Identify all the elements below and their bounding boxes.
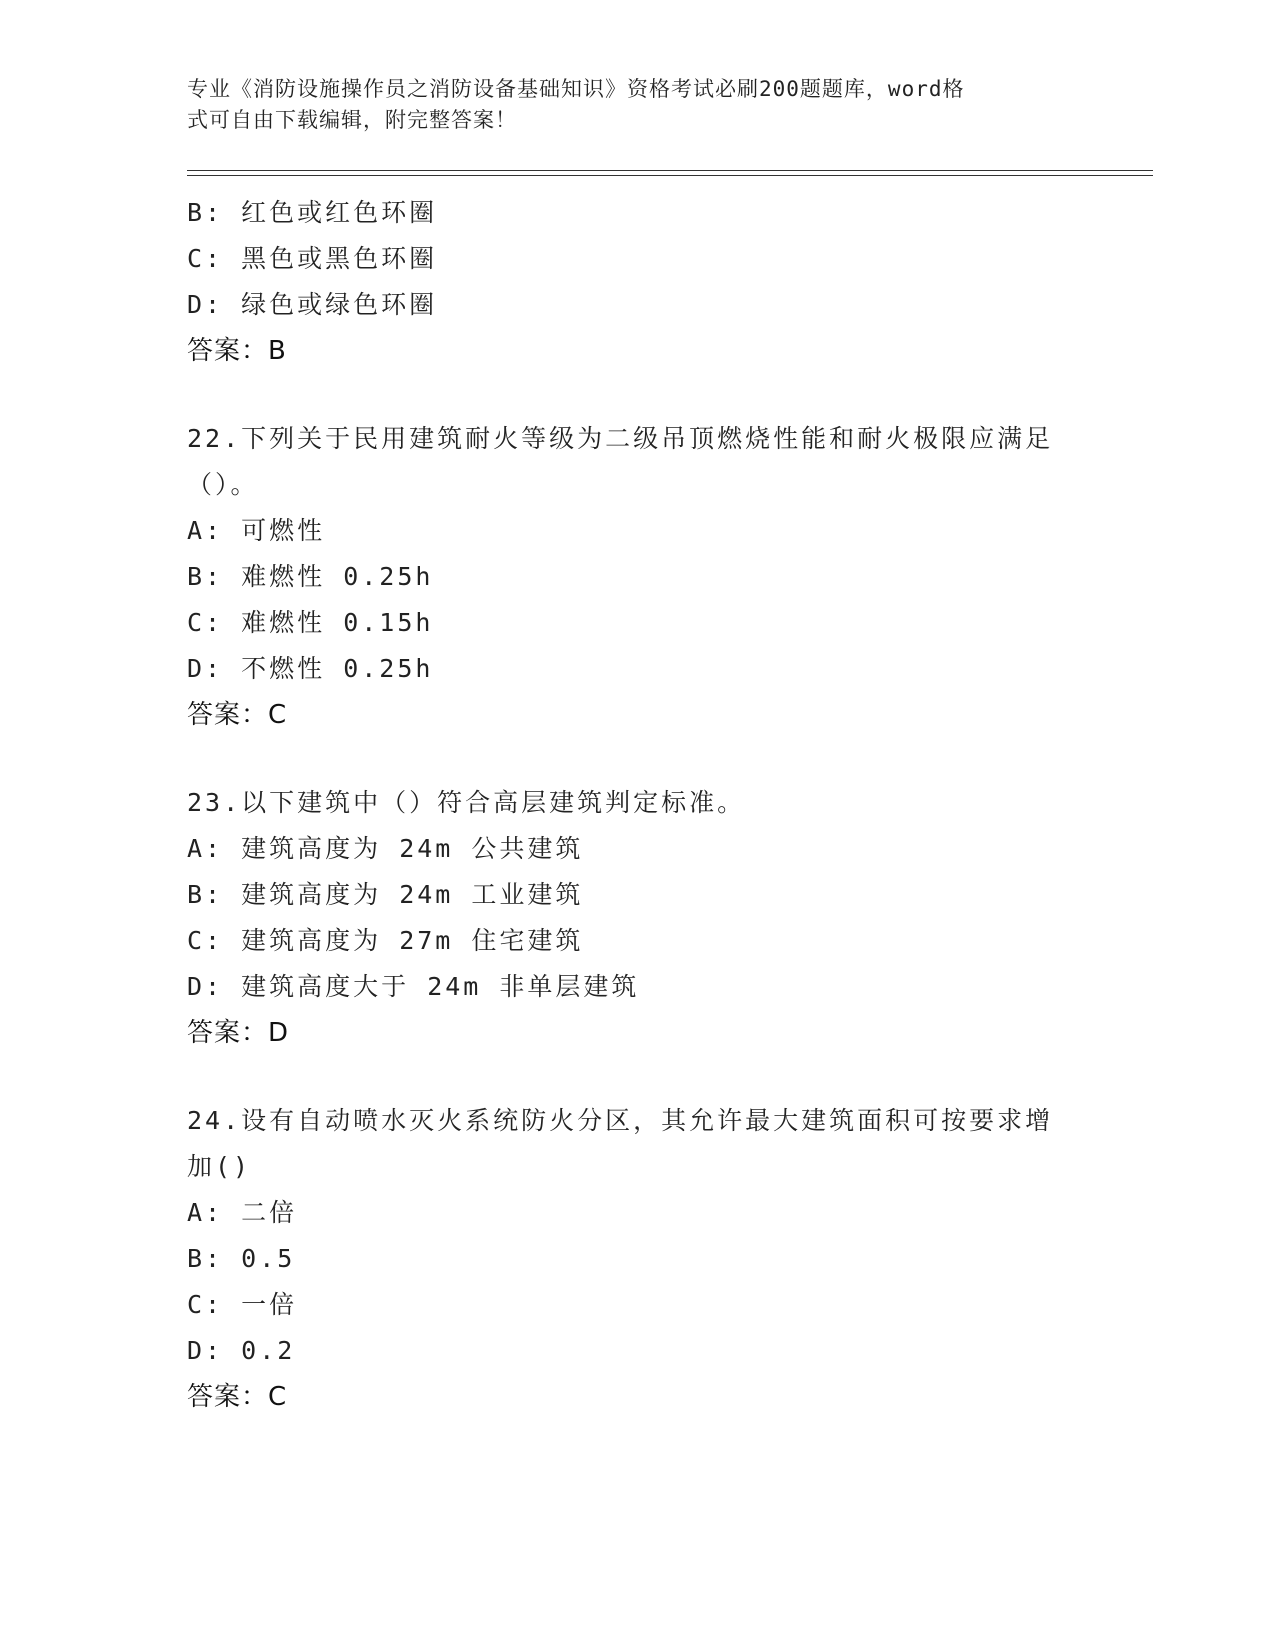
question-stem: 22.下列关于民用建筑耐火等级为二级吊顶燃烧性能和耐火极限应满足: [187, 424, 1054, 453]
option-a: A: 可燃性: [187, 516, 326, 545]
option-d: D: 0.2: [187, 1336, 296, 1365]
question-22: [187, 416, 1087, 738]
option-b: B: 建筑高度为 24m 工业建筑: [187, 880, 584, 909]
option-d: D: 绿色或绿色环圈: [187, 290, 438, 319]
header-divider-bottom: [187, 175, 1153, 176]
header-divider-top: [187, 170, 1153, 171]
header-line-1: 专业《消防设施操作员之消防设备基础知识》资格考试必刷200题题库，word格: [187, 77, 965, 101]
option-b: B: 红色或红色环圈: [187, 198, 438, 227]
question-24: [187, 1098, 1087, 1420]
question-content: [187, 190, 1087, 1420]
previous-question-tail: [187, 190, 1087, 374]
option-d: D: 不燃性 0.25h: [187, 654, 434, 683]
option-a: A: 二倍: [187, 1198, 298, 1227]
header-line-2: 式可自由下载编辑，附完整答案！: [187, 108, 517, 132]
document-header: [187, 74, 1067, 136]
answer-line: 答案：D: [187, 1018, 290, 1048]
question-stem-continued: 加(): [187, 1152, 252, 1181]
question-stem: 24.设有自动喷水灭火系统防火分区，其允许最大建筑面积可按要求增: [187, 1106, 1054, 1135]
question-23: [187, 780, 1087, 1056]
option-c: C: 黑色或黑色环圈: [187, 244, 438, 273]
question-stem-continued: （）。: [187, 470, 259, 499]
option-d: D: 建筑高度大于 24m 非单层建筑: [187, 972, 640, 1001]
option-b: B: 0.5: [187, 1244, 296, 1273]
option-a: A: 建筑高度为 24m 公共建筑: [187, 834, 584, 863]
question-stem: 23.以下建筑中（）符合高层建筑判定标准。: [187, 788, 746, 817]
answer-line: 答案：C: [187, 1382, 288, 1412]
answer-line: 答案：B: [187, 336, 287, 366]
answer-line: 答案：C: [187, 700, 288, 730]
option-b: B: 难燃性 0.25h: [187, 562, 434, 591]
option-c: C: 难燃性 0.15h: [187, 608, 434, 637]
option-c: C: 建筑高度为 27m 住宅建筑: [187, 926, 584, 955]
option-c: C: 一倍: [187, 1290, 298, 1319]
